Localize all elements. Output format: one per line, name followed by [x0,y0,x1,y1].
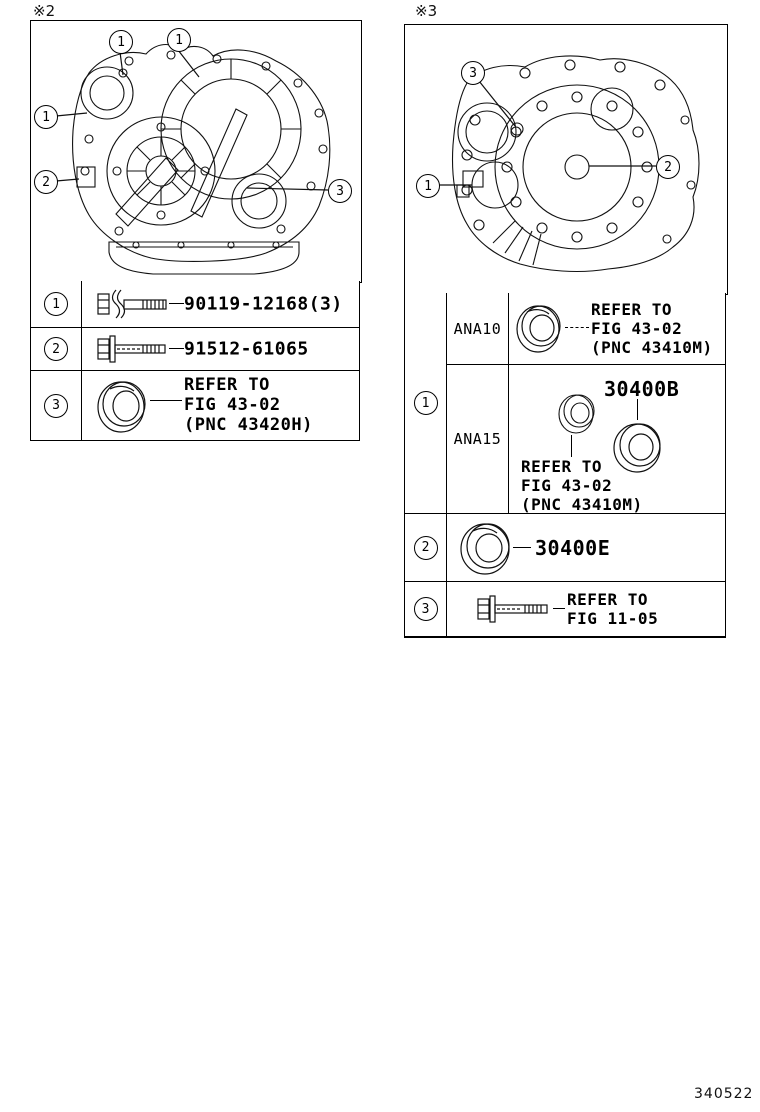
leader-line [553,608,565,609]
variant-row-ana10 [447,293,725,364]
oil-seal-icon [96,377,150,435]
left-drawing-box [30,20,362,283]
drawing-callout-3: 3 [328,179,352,203]
table-row [405,581,725,636]
transaxle-front-drawing [31,21,359,280]
table-row [31,370,359,440]
table-row [405,293,725,513]
leader-line [150,400,182,401]
leader-line [169,348,184,349]
variant-code: ANA15 [453,430,502,448]
row-callout-1: 1 [414,391,438,415]
table-row [31,281,359,327]
refer-text-block: REFER TO FIG 43-02 (PNC 43420H) [184,375,313,435]
drawing-callout-1: 1 [109,30,133,54]
drawing-callout-2: 2 [656,155,680,179]
table-row [405,513,725,581]
row-callout-2: 2 [414,536,438,560]
left-parts-table [30,281,360,441]
refer-text-block: REFER TO FIG 11-05 [567,590,659,628]
row-callout-1: 1 [44,292,68,316]
part-number: 30400E [535,535,611,560]
drawing-callout-1: 1 [167,28,191,52]
right-parts-table [404,293,726,638]
leader-line [565,327,589,328]
drawing-callout-2: 2 [34,170,58,194]
oil-seal-icon [459,520,515,576]
section-label-3: ※3 [415,2,438,20]
row-callout-2: 2 [44,337,68,361]
refer-text-block: REFER TO FIG 43-02 (PNC 43410M) [521,457,643,514]
flange-bolt-icon [477,595,555,623]
row-callout-3: 3 [414,597,438,621]
drawing-callout-1: 1 [416,174,440,198]
refer-text-block: REFER TO FIG 43-02 (PNC 43410M) [591,300,713,357]
flange-bolt-spring-washer-icon [97,287,169,321]
part-number: 91512-61065 [184,338,309,360]
part-number: 30400B [604,377,680,401]
oil-seal-icon [515,302,565,354]
table-row [31,327,359,370]
part-number: 90119-12168(3) [184,293,343,315]
section-label-2: ※2 [33,2,56,20]
variant-code: ANA10 [453,319,502,338]
drawing-callout-1: 1 [34,105,58,129]
right-drawing-box [404,24,728,295]
leader-line [571,435,572,457]
row-callout-3: 3 [44,394,68,418]
leader-line [513,547,531,548]
leader-line [637,399,638,420]
drawing-callout-3: 3 [461,61,485,85]
leader-line [169,303,184,304]
oil-seal-small-icon [557,391,599,435]
page-number: 340522 [694,1086,754,1102]
flange-bolt-icon [97,335,169,363]
variant-row-ana15 [447,364,725,513]
